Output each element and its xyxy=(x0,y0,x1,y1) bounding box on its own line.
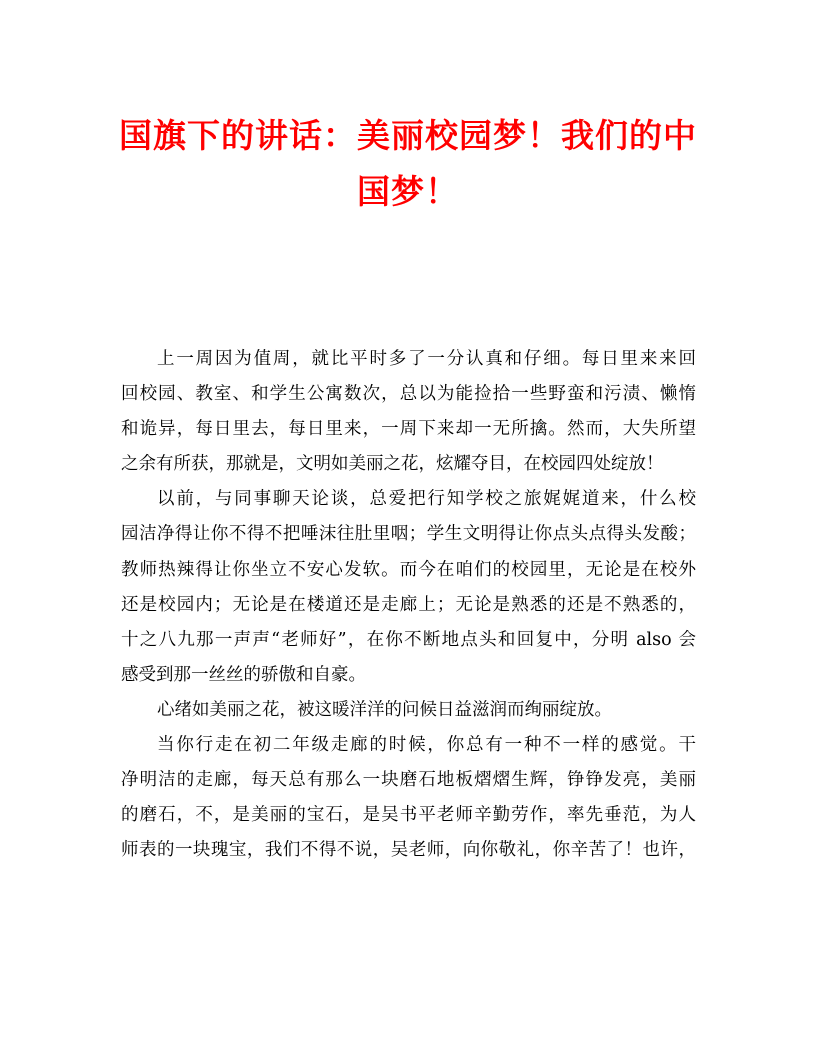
paragraph-line: 还是校园内；无论是在楼道还是走廊上；无论是熟悉的还是不熟悉的， xyxy=(121,594,696,615)
paragraph-line: 感受到那一丝丝的骄傲和自豪。 xyxy=(121,664,366,685)
paragraph-line: 园洁净得让你不得不把唾沫往肚里咽；学生文明得让你点头点得头发酸； xyxy=(121,524,696,545)
paragraph-line: 回校园、教室、和学生公寓数次，总以为能捡拾一些野蛮和污渍、懒惰 xyxy=(121,384,696,405)
paragraph-line: 心绪如美丽之花，被这暖洋洋的问候日益滋润而绚丽绽放。 xyxy=(157,699,612,720)
title-line-1: 国旗下的讲话：美丽校园梦！我们的中 xyxy=(119,116,697,155)
paragraph-line: 的磨石，不，是美丽的宝石，是吴书平老师辛勤劳作，率先垂范，为人 xyxy=(121,805,696,826)
paragraph-line: 上一周因为值周，就比平时多了一分认真和仔细。每日里来来回 xyxy=(157,349,696,369)
paragraph-line: 之余有所获，那就是，文明如美丽之花，炫耀夺目，在校园四处绽放！ xyxy=(121,454,664,475)
paragraph-line: 师表的一块瑰宝，我们不得不说，吴老师，向你敬礼，你辛苦了！也许， xyxy=(121,840,696,861)
paragraph-line: 以前，与同事聊天论谈，总爱把行知学校之旅娓娓道来，什么校 xyxy=(157,489,696,510)
paragraph-line: 净明洁的走廊，每天总有那么一块磨石地板熠熠生辉，铮铮发亮，美丽 xyxy=(121,770,696,791)
paragraph-1 xyxy=(121,342,696,482)
paragraph-line: 十之八九那一声声“老师好”，在你不断地点头和回复中，分明 also 会 xyxy=(121,629,696,650)
paragraph-3 xyxy=(121,693,696,728)
document-body xyxy=(121,342,696,868)
paragraph-2 xyxy=(121,482,696,693)
paragraph-line: 和诡异，每日里去，每日里来，一周下来却一无所擒。然而，大失所望 xyxy=(121,419,696,440)
title-line-2: 国梦！ xyxy=(357,172,459,211)
paragraph-line: 当你行走在初二年级走廊的时候，你总有一种不一样的感觉。干 xyxy=(157,735,696,756)
paragraph-4 xyxy=(121,728,696,868)
document-title xyxy=(110,108,706,220)
paragraph-line: 教师热辣得让你坐立不安心发软。而今在咱们的校园里，无论是在校外 xyxy=(121,559,696,580)
